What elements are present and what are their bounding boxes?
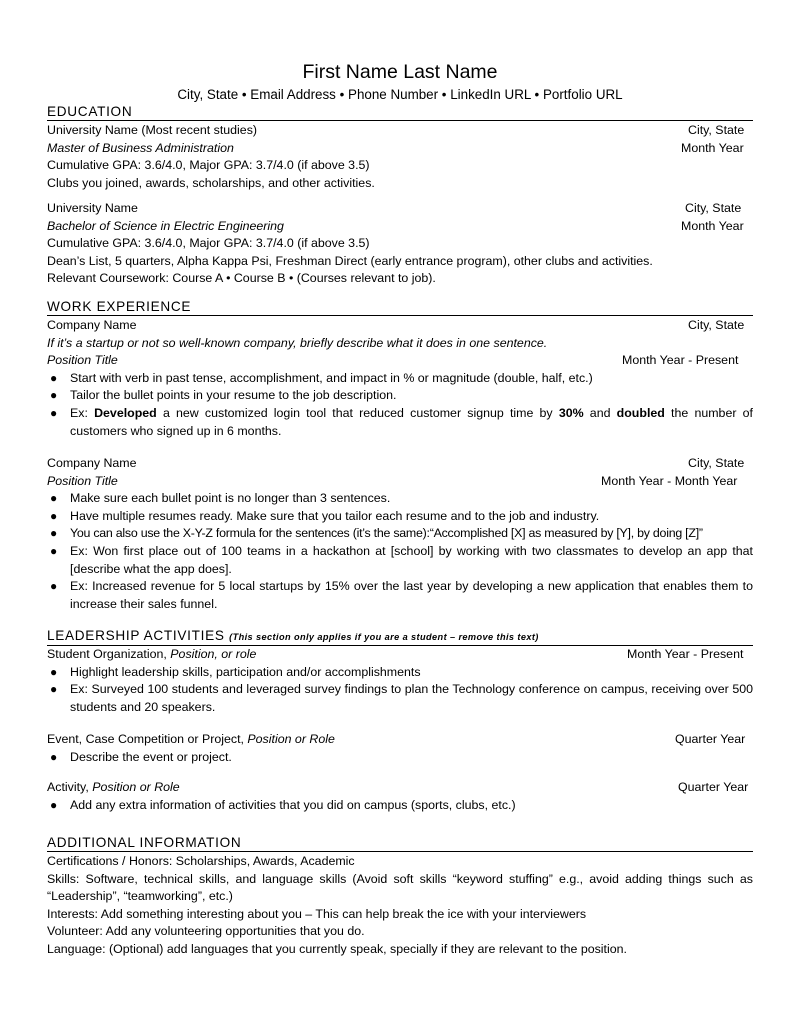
bullet-icon: ● — [50, 543, 58, 558]
language-label: Language — [47, 941, 103, 956]
full-name: First Name Last Name — [302, 61, 498, 83]
role-dates: Month Year - Present — [627, 647, 744, 661]
event-name: Event, Case Competition or Project, — [47, 732, 248, 746]
school-name: University Name (Most recent studies) — [47, 123, 258, 137]
bullet-icon: ● — [50, 508, 58, 523]
education-entry-1 — [47, 122, 749, 192]
bullet-icon: ● — [50, 579, 58, 594]
list-item: ● Ex: Increased revenue for 5 local startups by 15% over the last year by developing a new application that enables them to increase their sales funnel. — [50, 579, 753, 611]
list-item: ● Have multiple resumes ready. Make sure that you tailor each resume and to the job and industry. — [47, 508, 753, 526]
section-heading-education: EDUCATION — [47, 104, 753, 121]
activity-name: Activity, — [47, 780, 93, 794]
activities-line: Clubs you joined, awards, scholarships, and other activities. — [47, 175, 375, 190]
bullet-icon: ● — [50, 526, 57, 541]
position-dates: Month Year - Month Year — [601, 473, 738, 488]
activity-role: Position or Role — [92, 780, 180, 794]
organization-role: Position, or role — [170, 647, 257, 661]
graduation-date: Month Year — [681, 140, 744, 155]
list-item: ● Tailor the bullet points in your resume to the job description. — [47, 387, 753, 405]
bullet-icon: ● — [50, 370, 58, 385]
event-dates: Quarter Year — [675, 732, 746, 746]
company-name: Company Name — [47, 318, 137, 332]
bullet-list — [47, 749, 753, 767]
gpa-line: Cumulative GPA: 3.6/4.0, Major GPA: 3.7/4.0 (if above 3.5) — [47, 158, 370, 173]
bullet-icon: ● — [50, 388, 58, 403]
coursework-label: Relevant Coursework: — [47, 271, 169, 286]
section-heading-leadership: LEADERSHIP ACTIVITIES (This section only applies if you are a student – remove this text) — [47, 628, 753, 646]
list-item: ● Add any extra information of activities that you did on campus (sports, clubs, etc.) — [47, 797, 753, 815]
section-note: (This section only applies if you are a student – remove this text) — [229, 632, 539, 642]
company-description: If it’s a startup or not so well-known company, briefly describe what it does in one sentence. — [47, 335, 548, 350]
coursework-list: Course A • Course B • (Courses relevant to job). — [172, 271, 436, 286]
volunteer-line: Volunteer: Add any volunteering opportunities that you do. — [47, 924, 365, 939]
school-name: University Name — [47, 201, 138, 215]
list-item: ● Highlight leadership skills, participation and/or accomplishments — [47, 664, 753, 682]
gpa-line: Cumulative GPA: 3.6/4.0, Major GPA: 3.7/4.0 (if above 3.5) — [47, 236, 370, 251]
work-entry-1 — [47, 317, 753, 440]
activity-dates: Quarter Year — [678, 780, 749, 794]
bullet-list — [47, 797, 753, 815]
certifications-label: Certifications / Honors: — [47, 854, 173, 868]
interests-line: Interests: Add something interesting about you – This can help break the ice with your interviewers — [47, 906, 587, 921]
list-item: ● Ex: Surveyed 100 students and leveraged survey findings to plan the Technology conference on campus, receiving over 500 students and 20 speakers. — [50, 682, 753, 714]
activities-line: Dean’s List, 5 quarters, Alpha Kappa Psi, Freshman Direct (early entrance program), other clubs and activities. — [47, 253, 653, 268]
volunteer-label: Volunteer: — [47, 924, 103, 939]
organization-name: Student Organization, — [47, 647, 171, 661]
leadership-entry-1 — [47, 646, 753, 716]
school-location: City, State — [685, 201, 742, 215]
graduation-date: Month Year — [681, 218, 744, 233]
position-title: Position Title — [47, 353, 118, 368]
section-heading-work-experience: WORK EXPERIENCE — [47, 299, 753, 316]
event-role: Position or Role — [247, 732, 335, 746]
education-entry-2 — [47, 200, 749, 288]
degree: Master of Business Administration — [47, 140, 234, 155]
bullet-icon: ● — [50, 664, 58, 679]
bullet-icon: ● — [50, 491, 58, 506]
certifications-line: Certifications / Honors: Scholarships, Awards, Academic — [47, 854, 355, 868]
skills-label: Skills: — [47, 871, 80, 886]
leadership-entry-3 — [47, 779, 753, 814]
bullet-icon: ● — [50, 797, 58, 812]
list-item: ● Ex: Won first place out of 100 teams in a hackathon at [school] by working with two classmates to develop an app that [describe what the app does]. — [50, 543, 753, 576]
position-dates: Month Year - Present — [622, 353, 739, 368]
bullet-icon: ● — [50, 405, 58, 420]
degree: Bachelor of Science in Electric Engineering — [47, 218, 284, 233]
bullet-icon: ● — [50, 749, 58, 764]
list-item: ● Make sure each bullet point is no longer than 3 sentences. — [47, 490, 753, 508]
bullet-icon: ● — [50, 682, 58, 697]
skills-line: Skills: Software, technical skills, and language skills (Avoid soft skills “keyword stuffing” e.g., avoid adding things such as “Leadership”, “teamworking”, etc.) — [47, 871, 753, 904]
company-location: City, State — [688, 318, 745, 332]
interests-label: Interests: — [47, 906, 98, 921]
coursework-line — [47, 270, 749, 288]
list-item: ● Ex: Developed a new customized login tool that reduced customer signup time by 30% and doubled the number of customers who signed up in 6 months. — [50, 405, 753, 438]
section-heading-additional-information: ADDITIONAL INFORMATION — [47, 835, 753, 852]
bullet-list — [47, 490, 753, 613]
work-entry-2 — [47, 455, 753, 613]
leadership-entry-2 — [47, 731, 753, 766]
additional-info-block — [47, 853, 753, 959]
list-item: ● Describe the event or project. — [47, 749, 753, 767]
language-line: Language: (Optional) add languages that you currently speak, specially if they are relevant to the position. — [47, 941, 627, 956]
company-name: Company Name — [47, 456, 137, 470]
list-item: ● Start with verb in past tense, accomplishment, and impact in % or magnitude (double, half, etc.) — [47, 370, 753, 388]
position-title: Position Title — [47, 473, 118, 488]
bullet-list — [47, 370, 753, 440]
bullet-list — [47, 664, 753, 717]
company-location: City, State — [688, 456, 745, 470]
school-location: City, State — [688, 123, 745, 137]
contact-line: City, State • Email Address • Phone Number • LinkedIn URL • Portfolio URL — [177, 87, 623, 102]
list-item: ● You can also use the X-Y-Z formula for the sentences (it’s the same):“Accomplished [X] as measured by [Y], by doing [Z]” — [47, 525, 753, 543]
